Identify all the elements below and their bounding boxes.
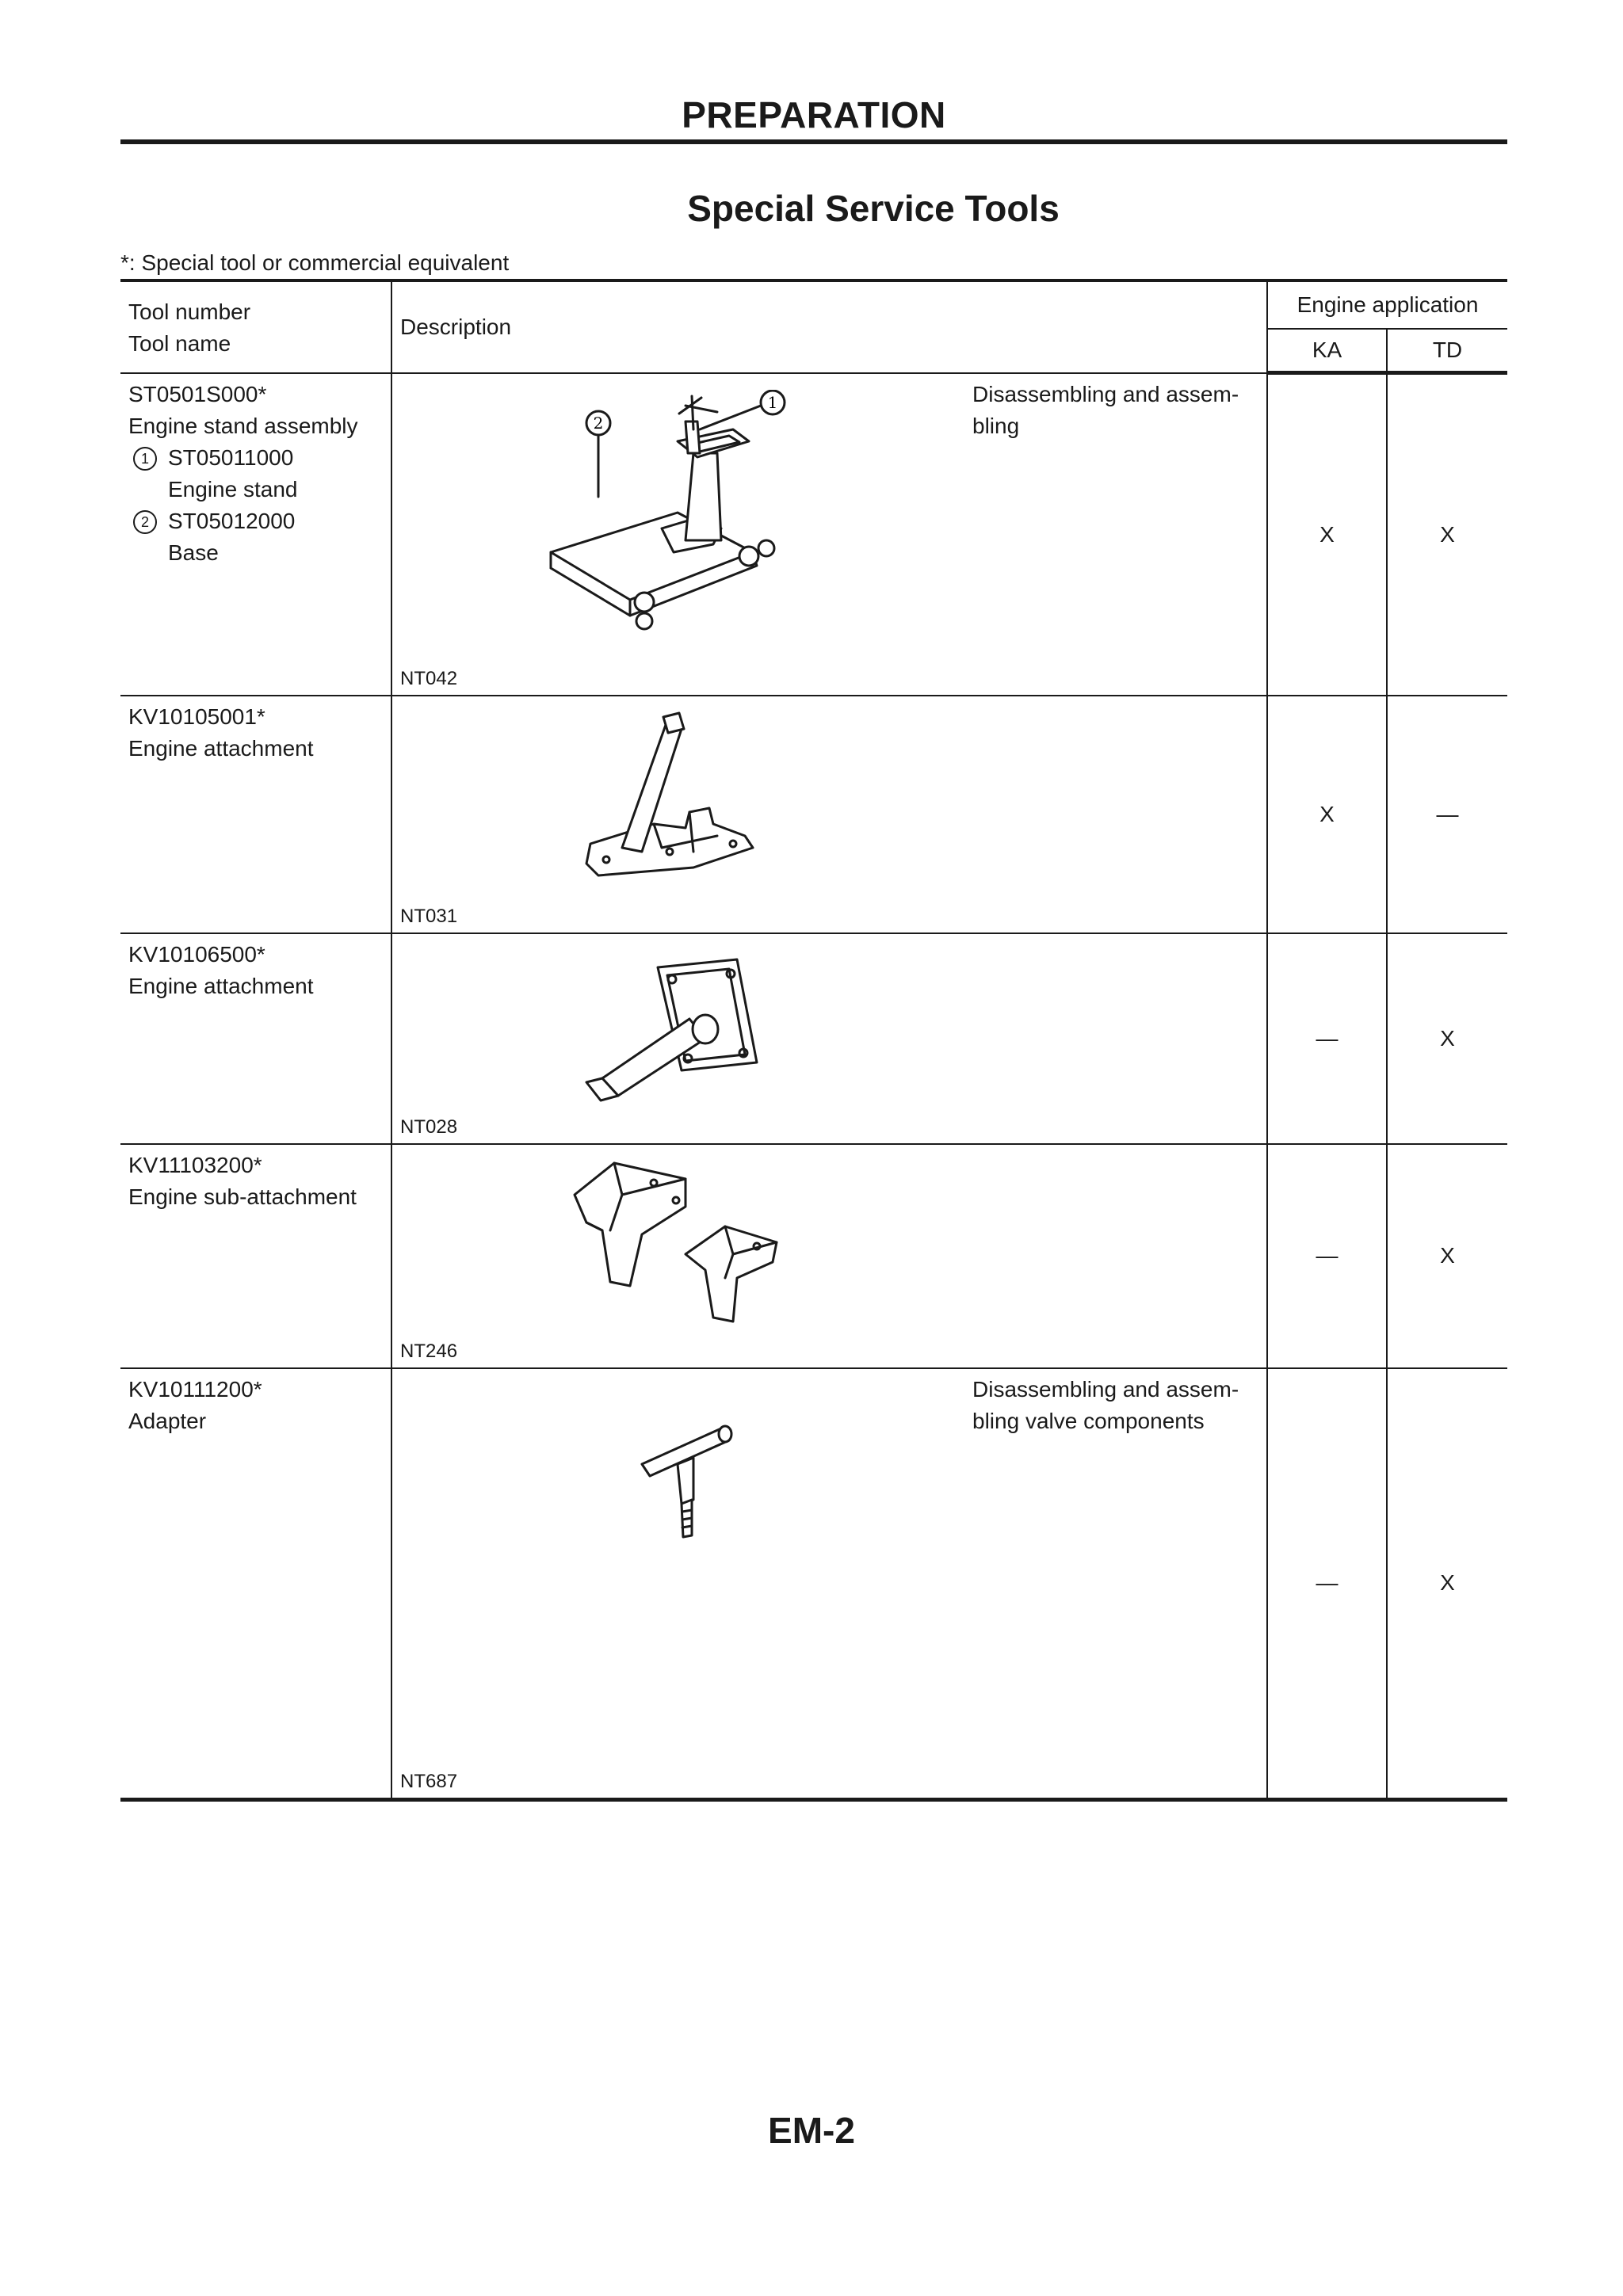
tool-cell [120, 696, 391, 933]
description-cell [391, 1368, 1267, 1800]
callout-2: 2 [593, 413, 604, 433]
tool-number: KV11103200* [128, 1152, 262, 1177]
description-text [972, 379, 1258, 442]
subpart-2 [128, 505, 383, 537]
figure-code: NT687 [400, 1771, 458, 1792]
tool-number: KV10111200* [128, 1376, 262, 1402]
special-service-tools-table [120, 279, 1507, 1802]
description-cell [391, 696, 1267, 933]
description-cell [391, 373, 1267, 696]
table-row [120, 696, 1507, 933]
td-mark: X [1387, 373, 1507, 696]
subpart-name: Base [168, 540, 219, 565]
tool-number: ST0501S000* [128, 381, 267, 406]
engine-attachment-flange-illustration [579, 952, 777, 1110]
table-row [120, 1368, 1507, 1800]
subpart-name: Engine stand [168, 476, 298, 502]
callout-1: 1 [767, 392, 778, 412]
ka-mark: — [1267, 1368, 1387, 1800]
tool-cell [120, 1144, 391, 1368]
table-row [120, 1144, 1507, 1368]
table-row [120, 933, 1507, 1144]
tool-number: KV10105001* [128, 704, 265, 729]
subpart-number: ST05012000 [168, 508, 296, 533]
td-header: TD [1387, 329, 1507, 373]
td-mark: X [1387, 1368, 1507, 1800]
special-tool-note: *: Special tool or commercial equivalent [120, 250, 510, 275]
ka-mark: — [1267, 933, 1387, 1144]
description-line: bling [972, 413, 1020, 438]
figure-code: NT031 [400, 905, 458, 927]
adapter-illustration [638, 1409, 741, 1543]
td-mark: X [1387, 1144, 1507, 1368]
engine-sub-attachment-illustration [567, 1159, 804, 1325]
tool-name: Adapter [128, 1408, 207, 1433]
engine-attachment-illustration [575, 709, 781, 891]
subpart-number: ST05011000 [168, 444, 294, 470]
description-line: Disassembling and assem- [972, 381, 1239, 406]
ka-mark: — [1267, 1144, 1387, 1368]
tool-name: Engine attachment [128, 735, 314, 761]
tool-name-header: Tool name [128, 331, 231, 356]
engine-stand-illustration [535, 390, 836, 643]
tool-name: Engine sub-attachment [128, 1184, 357, 1209]
figure-code: NT028 [400, 1116, 458, 1138]
td-mark: X [1387, 933, 1507, 1144]
tool-number-header: Tool number [128, 299, 251, 324]
description-text [972, 1374, 1258, 1437]
description-line: bling valve components [972, 1408, 1205, 1433]
description-cell [391, 933, 1267, 1144]
tool-number: KV10106500* [128, 941, 265, 967]
tool-number-name-header [120, 280, 391, 373]
section-title: PREPARATION [682, 94, 946, 135]
page-number: EM-2 [768, 2110, 855, 2151]
figure-code: NT246 [400, 1340, 458, 1362]
section-rule [120, 139, 1507, 144]
description-line: Disassembling and assem- [972, 1376, 1239, 1402]
circled-number-1: 1 [133, 447, 157, 471]
ka-mark: X [1267, 373, 1387, 696]
page-heading: Special Service Tools [687, 188, 1060, 229]
tool-cell [120, 1368, 391, 1800]
description-cell [391, 1144, 1267, 1368]
tool-cell [120, 933, 391, 1144]
ka-mark: X [1267, 696, 1387, 933]
ka-header: KA [1267, 329, 1387, 373]
tool-name: Engine attachment [128, 973, 314, 998]
table-row [120, 373, 1507, 696]
td-mark: — [1387, 696, 1507, 933]
circled-number-2: 2 [133, 510, 157, 534]
subpart-1 [128, 442, 383, 474]
table-header-row [120, 280, 1507, 329]
tool-name: Engine stand assembly [128, 413, 358, 438]
figure-code: NT042 [400, 667, 458, 689]
tool-cell [120, 373, 391, 696]
engine-application-header: Engine application [1267, 280, 1507, 329]
description-header: Description [391, 280, 1267, 373]
